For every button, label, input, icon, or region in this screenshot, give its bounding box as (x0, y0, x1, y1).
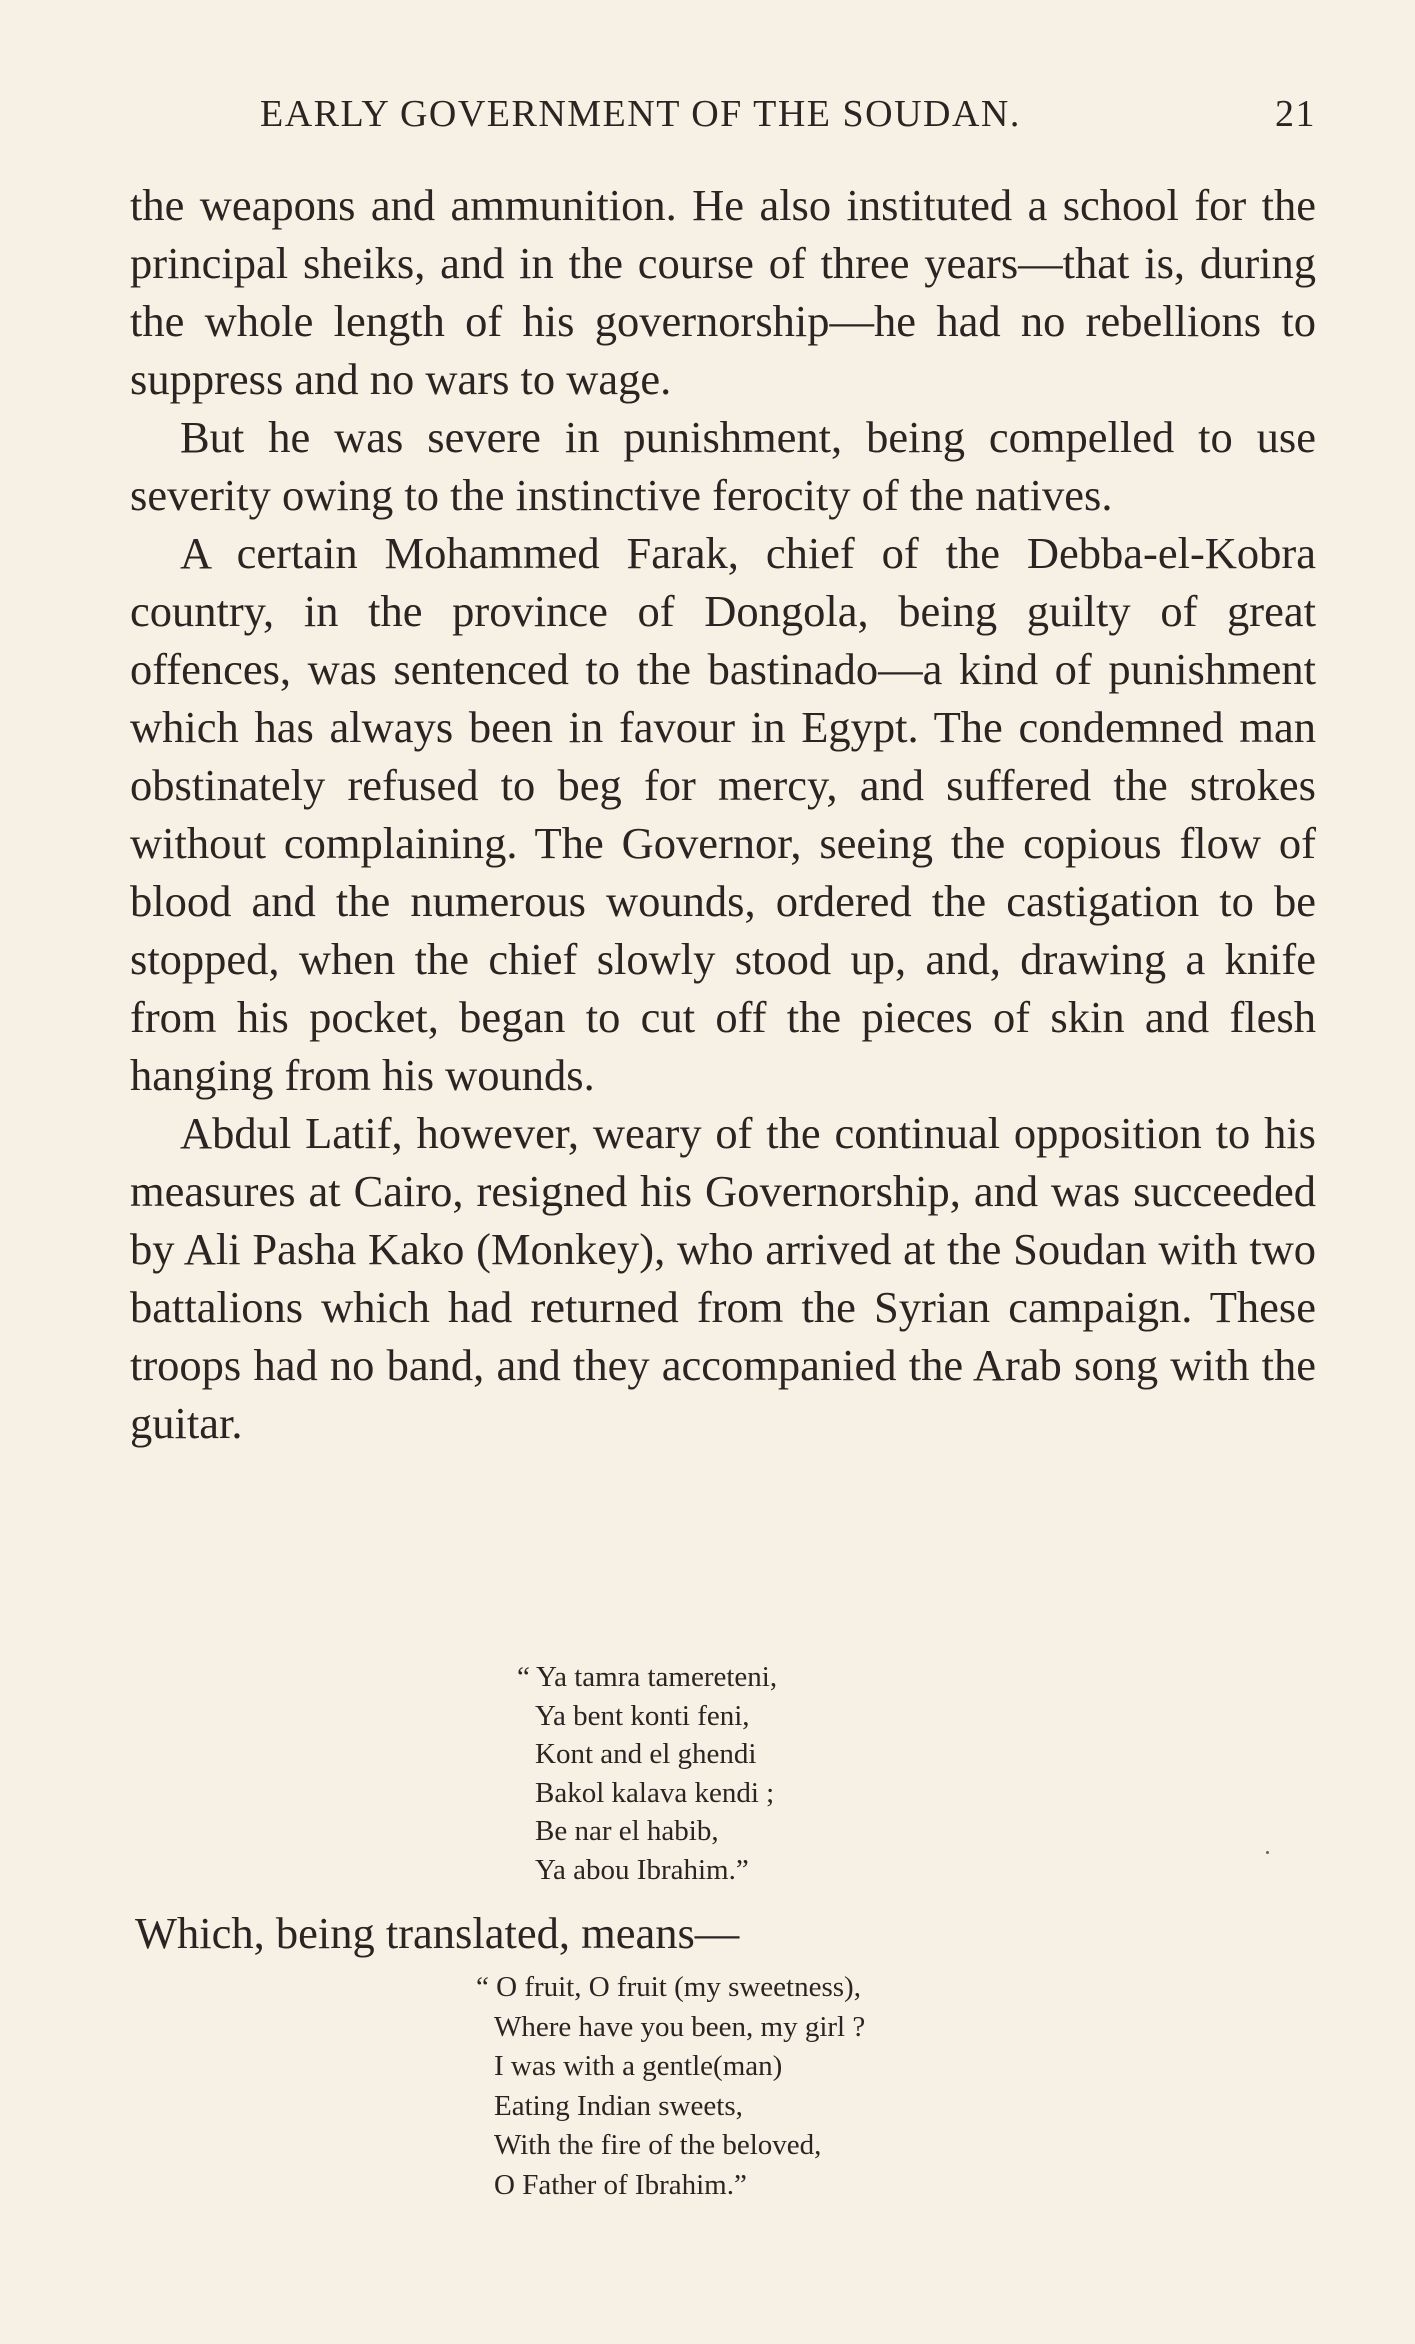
running-title: EARLY GOVERNMENT OF THE SOUDAN. (260, 93, 1021, 135)
verse-line: “ O fruit, O fruit (my sweetness), (476, 1971, 861, 2003)
verse-line: Bakol kalava kendi ; (535, 1776, 775, 1809)
paragraph: the weapons and ammunition. He also instituted a school for the principal sheiks, and in the course of three years—that is, during the whole length of his governorship—he had no rebellions to suppress and no wars to wage. (130, 180, 1316, 404)
translated-verse (476, 1968, 866, 2205)
verse-line: Be nar el habib, (535, 1815, 719, 1847)
verse-line: With the fire of the beloved, (494, 2129, 822, 2161)
arab-song-verse (517, 1658, 778, 1889)
translation-intro: Which, being translated, means— (135, 1908, 740, 1958)
print-speck (1266, 1851, 1269, 1854)
paragraph: Abdul Latif, however, weary of the continual opposition to his measures at Cairo, resigned his Governorship, and was succeeded by Ali Pasha Kako (Monkey), who arrived at the Soudan with two battalions which had returned from the Syrian campaign. These troops had no band, and they accompanied the Arab song with the guitar. (130, 1108, 1316, 1448)
paragraph: A certain Mohammed Farak, chief of the Debba-el-Kobra country, in the province of Dongola, being guilty of great offences, was sentenced to the bastinado—a kind of punishment which has always been in favour in Egypt. The condemned man obstinately refused to beg for mercy, and suffered the strokes without complaining. The Governor, seeing the copious flow of blood and the numerous wounds, ordered the castigation to be stopped, when the chief slowly stood up, and, drawing a knife from his pocket, began to cut off the pieces of skin and flesh hanging from his wounds. (130, 528, 1316, 1100)
page-number: 21 (1275, 93, 1316, 135)
verse-line: O Father of Ibrahim.” (494, 2168, 747, 2201)
verse-line: Ya abou Ibrahim.” (535, 1853, 749, 1886)
verse-line: “ Ya tamra tamereteni, (517, 1661, 778, 1693)
paragraph: But he was severe in punishment, being compelled to use severity owing to the instinctive ferocity of the natives. (130, 412, 1316, 520)
verse-line: Eating Indian sweets, (494, 2089, 743, 2122)
verse-line: Ya bent konti feni, (535, 1699, 750, 1732)
running-header (130, 92, 1316, 142)
verse-line: Where have you been, my girl ? (494, 2010, 866, 2043)
body-text (130, 176, 1316, 1452)
verse-line: Kont and el ghendi (535, 1738, 757, 1770)
verse-line: I was with a gentle(man) (494, 2050, 783, 2082)
